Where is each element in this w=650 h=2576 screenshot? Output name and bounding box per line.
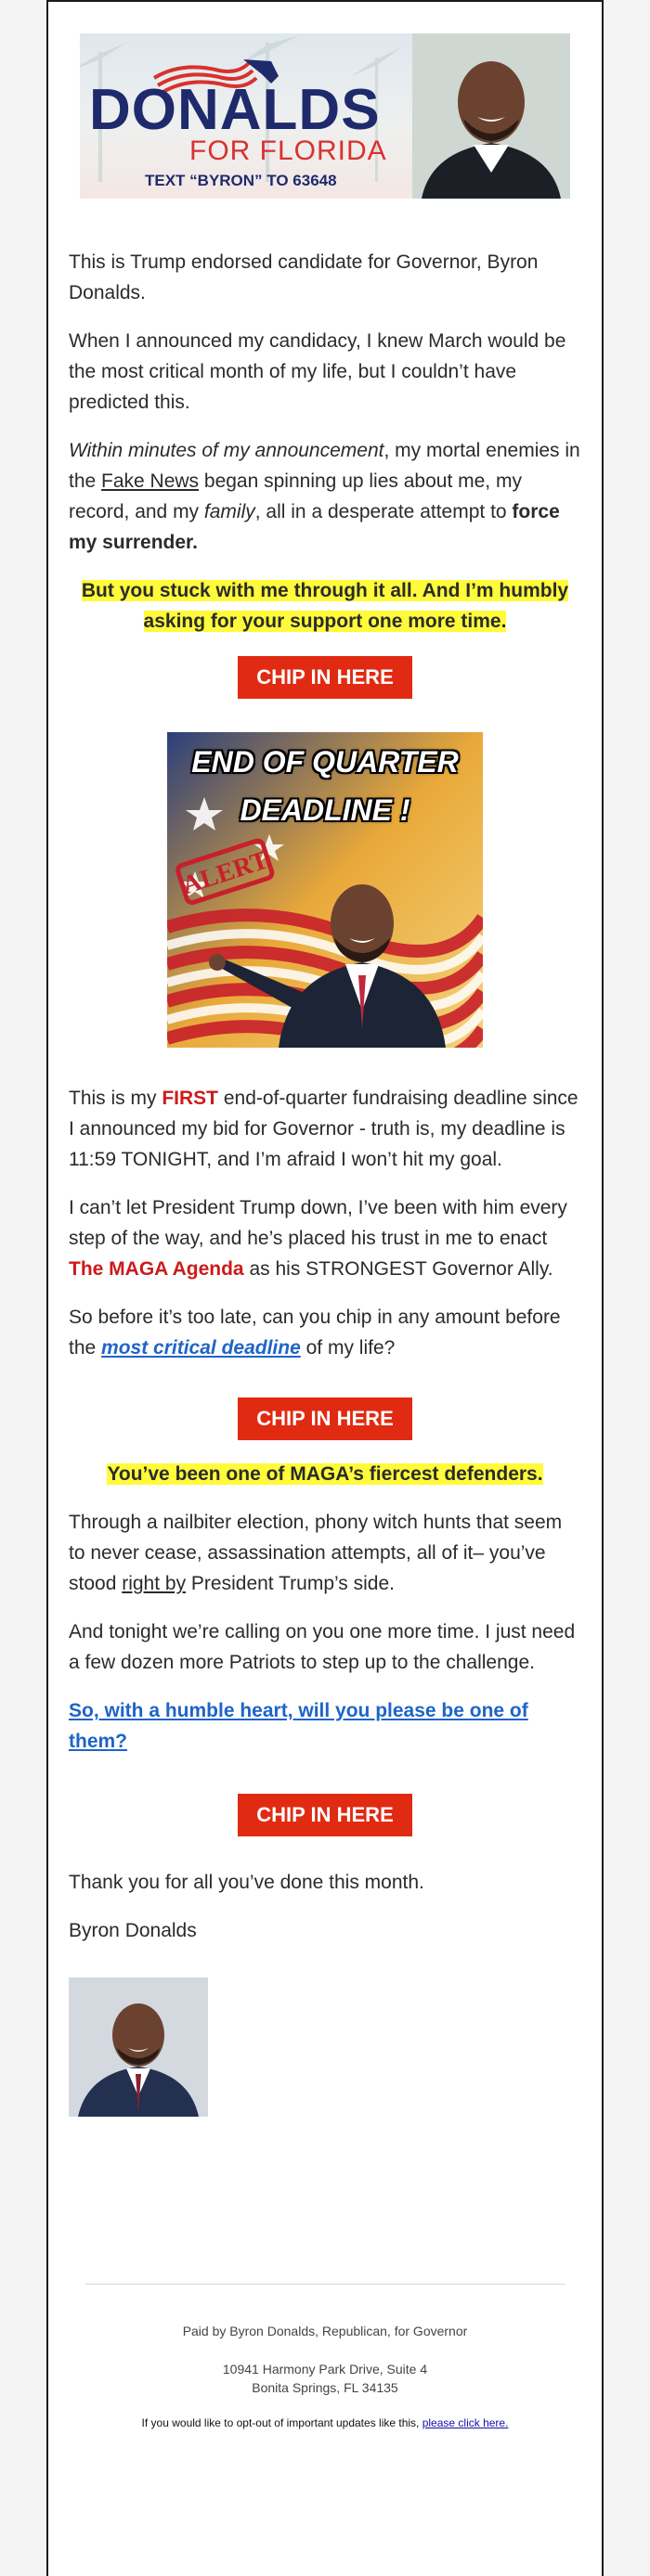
highlight-support-text: But you stuck with me through it all. And I’m humbly asking for your support one more time.	[81, 580, 569, 632]
most-critical-deadline-link[interactable]: most critical deadline	[101, 1337, 301, 1359]
headshot-image	[69, 1977, 208, 2117]
svg-text:ALERT: ALERT	[178, 845, 272, 901]
footer-divider	[85, 2284, 565, 2285]
thank-you-paragraph: Thank you for all you’ve done this month.	[69, 1872, 424, 1893]
italic-lead: Within minutes of my announcement	[69, 440, 384, 461]
trump-ally-paragraph: I can’t let President Trump down, I’ve been with him every step of the way, and he’s placed his trust in me to enact The MAGA Agenda as his STRONGEST Governor Ally.	[69, 1197, 567, 1280]
intro-paragraph: This is Trump endorsed candidate for Governor, Byron Donalds.	[69, 251, 539, 303]
chip-in-button[interactable]: CHIP IN HERE	[238, 1397, 412, 1440]
candidacy-paragraph: When I announced my candidacy, I knew March would be the most critical month of my life, but I couldn’t have predicted this.	[69, 330, 566, 413]
right-by-link[interactable]: right by	[122, 1573, 187, 1594]
cta-wrap-3	[69, 1794, 581, 1836]
cta-wrap-1	[69, 656, 581, 699]
chip-in-button[interactable]: CHIP IN HERE	[238, 1794, 412, 1836]
chip-in-ask-paragraph: So before it’s too late, can you chip in any amount before the most critical deadline of my life?	[69, 1307, 561, 1359]
email-content	[48, 33, 602, 2430]
paid-by-disclaimer: Paid by Byron Donalds, Republican, for Governor	[182, 2324, 468, 2338]
text-to-join-line: TEXT “BYRON” TO 63648	[145, 172, 337, 189]
opt-out-line: If you would like to opt-out of important updates like this, please click here.	[141, 2416, 509, 2429]
highlight-defenders-text: You’ve been one of MAGA’s fiercest defenders.	[107, 1463, 543, 1485]
defenders-paragraph: Through a nailbiter election, phony witch hunts that seem to never cease, assassination attempts, all of it– you’ve stood right by President Trump’s side.	[69, 1512, 563, 1594]
humble-heart-paragraph	[69, 1695, 581, 1757]
maga-agenda-emphasis: The MAGA Agenda	[69, 1258, 244, 1280]
promo-headline: END OF QUARTER DEADLINE !	[191, 745, 459, 827]
highlight-defenders-paragraph	[69, 1459, 581, 1489]
cta-wrap-2	[69, 1397, 581, 1440]
humble-heart-link[interactable]: So, with a humble heart, will you please be one of them?	[69, 1700, 528, 1752]
signature-photo-image	[69, 1977, 208, 2117]
patriots-paragraph: And tonight we’re calling on you one more time. I just need a few dozen more Patriots to step up to the challenge.	[69, 1621, 576, 1673]
end-of-quarter-promo-image[interactable]	[167, 732, 483, 1048]
fake-news-paragraph: Within minutes of my announcement, my mortal enemies in the Fake News began spinning up lies about me, my record, and my family, all in a desperate attempt to force my surrender.	[69, 440, 580, 553]
address-line-1: 10941 Harmony Park Drive, Suite 4	[222, 2362, 428, 2376]
fake-news-link[interactable]: Fake News	[101, 470, 200, 492]
brand-title: DONALDS	[89, 78, 381, 142]
opt-out-link[interactable]: please click here.	[422, 2416, 509, 2429]
first-emphasis: FIRST	[162, 1088, 219, 1109]
email-container	[46, 0, 604, 2576]
address-line-2: Bonita Springs, FL 34135	[252, 2380, 398, 2395]
signature-name: Byron Donalds	[69, 1920, 197, 1941]
header-banner[interactable]	[80, 33, 570, 199]
candidate-portrait-image	[412, 33, 570, 199]
chip-in-button[interactable]: CHIP IN HERE	[238, 656, 412, 699]
highlight-support-paragraph	[69, 575, 581, 637]
deadline-paragraph: This is my FIRST end-of-quarter fundraising deadline since I announced my bid for Governor - truth is, my deadline is 11:59 TONIGHT, and I’m afraid I won’t hit my goal.	[69, 1088, 578, 1170]
brand-subtitle: FOR FLORIDA	[189, 135, 387, 166]
